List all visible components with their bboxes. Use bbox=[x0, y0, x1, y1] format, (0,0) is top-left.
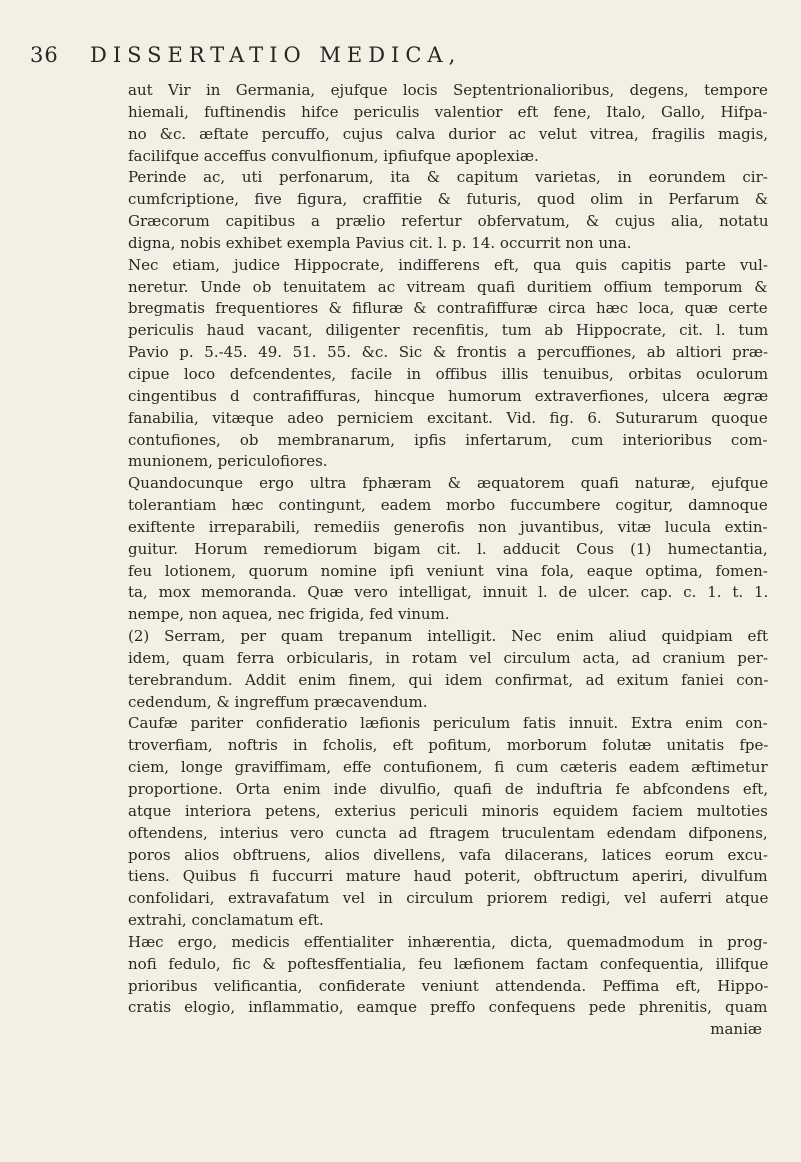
text-line: hiemali, fuftinendis hifce periculis valentior eft fene, Italo, Gallo, Hifpa- bbox=[128, 102, 768, 121]
catchword-line bbox=[128, 1019, 768, 1041]
text-line: Hæc ergo, medicis effentialiter inhærentia, dicta, quemadmodum in prog- bbox=[128, 932, 768, 951]
text-line: tolerantiam hæc contingunt, eadem morbo fuccumbere cogitur, damnoque bbox=[128, 496, 768, 515]
text-line: contufiones, ob membranarum, ipfis infertarum, cum interioribus com- bbox=[128, 430, 768, 449]
text-line: oftendens, interius vero cuncta ad ftragem truculentam edendam difponens, bbox=[128, 823, 768, 842]
text-line: terebrandum. Addit enim finem, qui idem confirmat, ad exitum faniei con- bbox=[128, 670, 768, 689]
page-header bbox=[30, 38, 770, 78]
catchword: maniæ bbox=[710, 1020, 762, 1039]
text-line: cumfcriptione, five figura, craffitie & futuris, quod olim in Perfarum & bbox=[128, 190, 768, 209]
text-line: Perinde ac, uti perfonarum, ita & capitum varietas, in eorundem cir- bbox=[128, 168, 768, 187]
text-line: exiftente irreparabili, remediis generofis non juvantibus, vitæ lucula extin- bbox=[128, 517, 768, 536]
running-title: DISSERTATIO MEDICA, bbox=[90, 43, 462, 67]
text-line: ta, mox memoranda. Quæ vero intelligat, innuit l. de ulcer. cap. c. 1. t. 1. bbox=[128, 583, 768, 602]
text-line: bregmatis frequentiores & fifluræ & contrafiffuræ circa hæc loca, quæ certe bbox=[128, 299, 768, 318]
page-number: 36 bbox=[30, 43, 59, 67]
text-line: atque interiora petens, exterius periculi minoris equidem faciem multoties bbox=[128, 801, 768, 820]
text-line: extrahi, conclamatum eft. bbox=[128, 911, 324, 930]
text-line: neretur. Unde ob tenuitatem ac vitream quafi duritiem offium temporum & bbox=[128, 277, 768, 296]
text-line: Quandocunque ergo ultra fphæram & æquatorem quafi naturæ, ejufque bbox=[128, 474, 768, 493]
text-line: ciem, longe graviffimam, effe contufionem, fi cum cæteris eadem æftimetur bbox=[128, 758, 768, 777]
text-line: facilifque acceffus convulfionum, ipfiufque apoplexiæ. bbox=[128, 146, 539, 165]
text-line: digna, nobis exhibet exempla Pavius cit. l. p. 14. occurrit non una. bbox=[128, 233, 632, 252]
text-line: nempe, non aquea, nec frigida, fed vinum. bbox=[128, 605, 450, 624]
text-line: nofi fedulo, fic & poftesffentialia, feu læfionem factam confequentia, illifque bbox=[128, 954, 768, 973]
text-line: proportione. Orta enim inde divulfio, quafi de induftria fe abfcondens eft, bbox=[128, 780, 768, 798]
text-line: periculis haud vacant, diligenter recenfitis, tum ab Hippocrate, cit. l. tum bbox=[128, 321, 768, 340]
text-line: fanabilia, vitæque adeo perniciem excitant. Vid. fig. 6. Suturarum quoque bbox=[128, 408, 768, 427]
text-line: no &c. æftate percuffo, cujus calva durior ac velut vitrea, fragilis magis, bbox=[128, 124, 768, 143]
text-line: tiens. Quibus fi fuccurri mature haud poterit, obftructum aperiri, divulfum bbox=[128, 867, 768, 886]
text-line: confolidari, extravafatum vel in circulum priorem redigi, vel auferri atque bbox=[128, 889, 768, 908]
text-line: cipue loco defcendentes, facile in offibus illis tenuibus, orbitas oculorum bbox=[128, 364, 768, 383]
text-line: Pavio p. 5.-45. 49. 51. 55. &c. Sic & frontis a percuffiones, ab altiori præ- bbox=[128, 343, 768, 362]
text-line: poros alios obftruens, alios divellens, vafa dilacerans, latices eorum excu- bbox=[128, 845, 768, 864]
text-line: cingentibus d contrafiffuras, hincque humorum extraverfiones, ulcera ægræ bbox=[128, 386, 768, 405]
text-line: Græcorum capitibus a prælio refertur obfervatum, & cujus alia, notatu bbox=[128, 212, 768, 231]
text-line: feu lotionem, quorum nomine ipfi veniunt vina fola, eaque optima, fomen- bbox=[128, 561, 768, 580]
text-line: munionem, periculofiores. bbox=[128, 452, 328, 471]
text-line: prioribus velificantia, confiderate veniunt attendenda. Peffima eft, Hippo- bbox=[128, 976, 768, 995]
text-line: troverfiam, noftris in fcholis, eft pofitum, morborum folutæ unitatis fpe- bbox=[128, 736, 768, 755]
text-line: cratis elogio, inflammatio, eamque preffo confequens pede phrenitis, quam bbox=[128, 998, 768, 1017]
text-line: idem, quam ferra orbicularis, in rotam vel circulum acta, ad cranium per- bbox=[128, 648, 768, 667]
text-line: aut Vir in Germania, ejufque locis Septentrionalioribus, degens, tempore bbox=[128, 81, 768, 99]
text-line: guitur. Horum remediorum bigam cit. l. adducit Cous (1) humectantia, bbox=[128, 539, 768, 558]
text-line: cedendum, & ingreffum præcavendum. bbox=[128, 692, 428, 711]
text-line: Nec etiam, judice Hippocrate, indifferens eft, qua quis capitis parte vul- bbox=[128, 255, 768, 274]
text-line: (2) Serram, per quam trepanum intelligit. Nec enim aliud quidpiam eft bbox=[128, 627, 768, 646]
body-text bbox=[128, 80, 768, 1041]
text-line: Caufæ pariter confideratio læfionis periculum fatis innuit. Extra enim con- bbox=[128, 714, 768, 733]
